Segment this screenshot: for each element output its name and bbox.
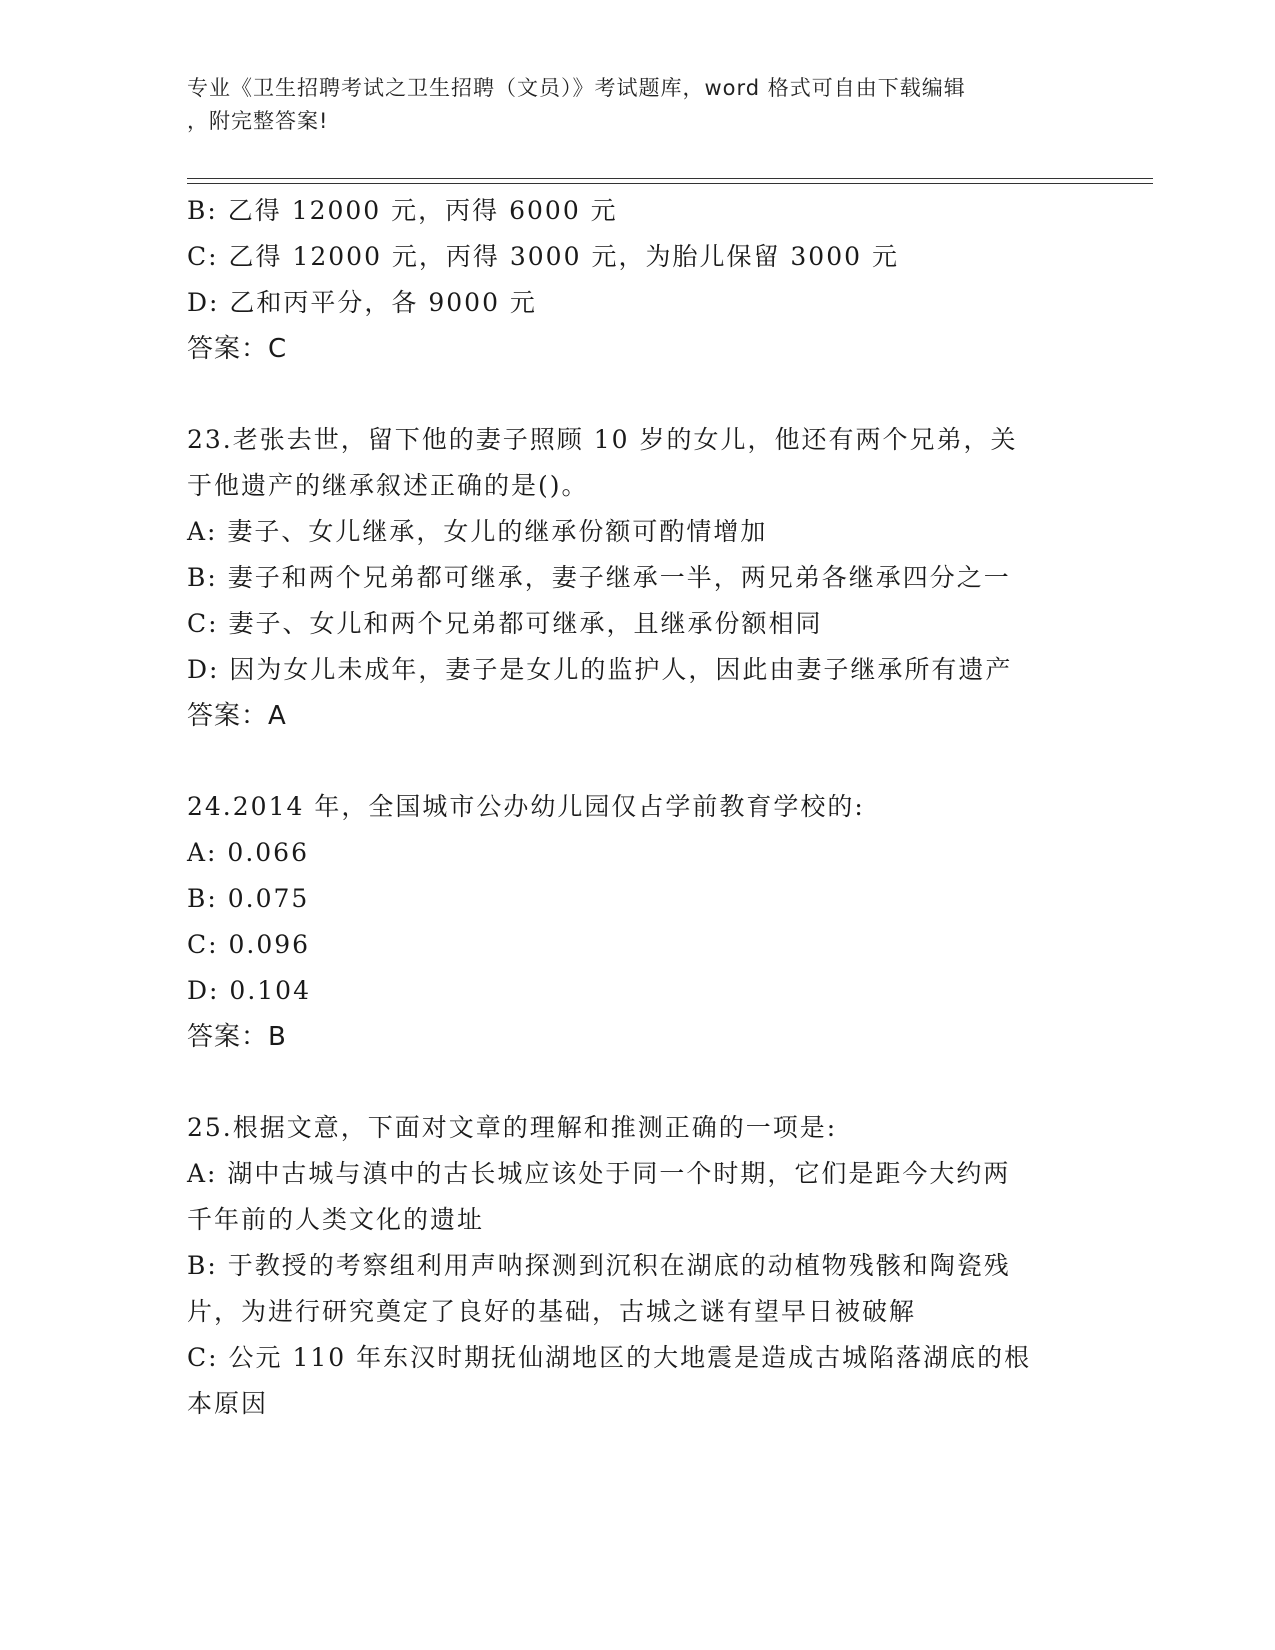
spacer	[187, 739, 1087, 784]
option-b: B: 0.075	[187, 884, 310, 913]
option-c: C: 0.096	[187, 930, 311, 959]
question-stem: 24.2014 年，全国城市公办幼儿园仅占学前教育学校的:	[187, 792, 865, 821]
option-c: C: 公元 110 年东汉时期抚仙湖地区的大地震是造成古城陷落湖底的根	[187, 1343, 1032, 1372]
option-b: B: 乙得 12000 元，丙得 6000 元	[187, 196, 618, 225]
option-b: B: 妻子和两个兄弟都可继承，妻子继承一半，两兄弟各继承四分之一	[187, 563, 1011, 592]
question-stem-cont: 于他遗产的继承叙述正确的是()。	[187, 471, 589, 500]
question-22	[187, 188, 1087, 372]
option-d: D: 因为女儿未成年，妻子是女儿的监护人，因此由妻子继承所有遗产	[187, 655, 1013, 684]
option-a: A: 妻子、女儿继承，女儿的继承份额可酌情增加	[187, 517, 768, 546]
option-c: C: 妻子、女儿和两个兄弟都可继承，且继承份额相同	[187, 609, 823, 638]
question-23	[187, 417, 1087, 739]
answer-line: 答案：C	[187, 334, 288, 364]
spacer	[187, 372, 1087, 417]
option-b: B: 于教授的考察组利用声呐探测到沉积在湖底的动植物残骸和陶瓷残	[187, 1251, 1011, 1280]
question-24	[187, 784, 1087, 1060]
option-c-cont: 本原因	[187, 1389, 269, 1418]
option-b-cont: 片，为进行研究奠定了良好的基础，古城之谜有望早日被破解	[187, 1297, 917, 1326]
question-25	[187, 1105, 1087, 1427]
document-body	[187, 188, 1087, 1427]
answer-line: 答案：B	[187, 1022, 287, 1052]
header-line-2: ，附完整答案!	[187, 109, 329, 133]
option-d: D: 乙和丙平分，各 9000 元	[187, 288, 537, 317]
spacer	[187, 1060, 1087, 1105]
header-rule-bottom	[187, 183, 1153, 184]
question-stem: 25.根据文意，下面对文章的理解和推测正确的一项是:	[187, 1113, 838, 1142]
header-line-1: 专业《卫生招聘考试之卫生招聘（文员）》考试题库，word 格式可自由下载编辑	[187, 76, 966, 100]
option-d: D: 0.104	[187, 976, 311, 1005]
option-a-cont: 千年前的人类文化的遗址	[187, 1205, 485, 1234]
option-c: C: 乙得 12000 元，丙得 3000 元，为胎儿保留 3000 元	[187, 242, 899, 271]
header-rule-top	[187, 178, 1153, 179]
option-a: A: 湖中古城与滇中的古长城应该处于同一个时期，它们是距今大约两	[187, 1159, 1011, 1188]
document-header	[187, 72, 1087, 138]
option-a: A: 0.066	[187, 838, 309, 867]
answer-line: 答案：A	[187, 701, 287, 731]
question-stem: 23.老张去世，留下他的妻子照顾 10 岁的女儿，他还有两个兄弟，关	[187, 425, 1018, 454]
